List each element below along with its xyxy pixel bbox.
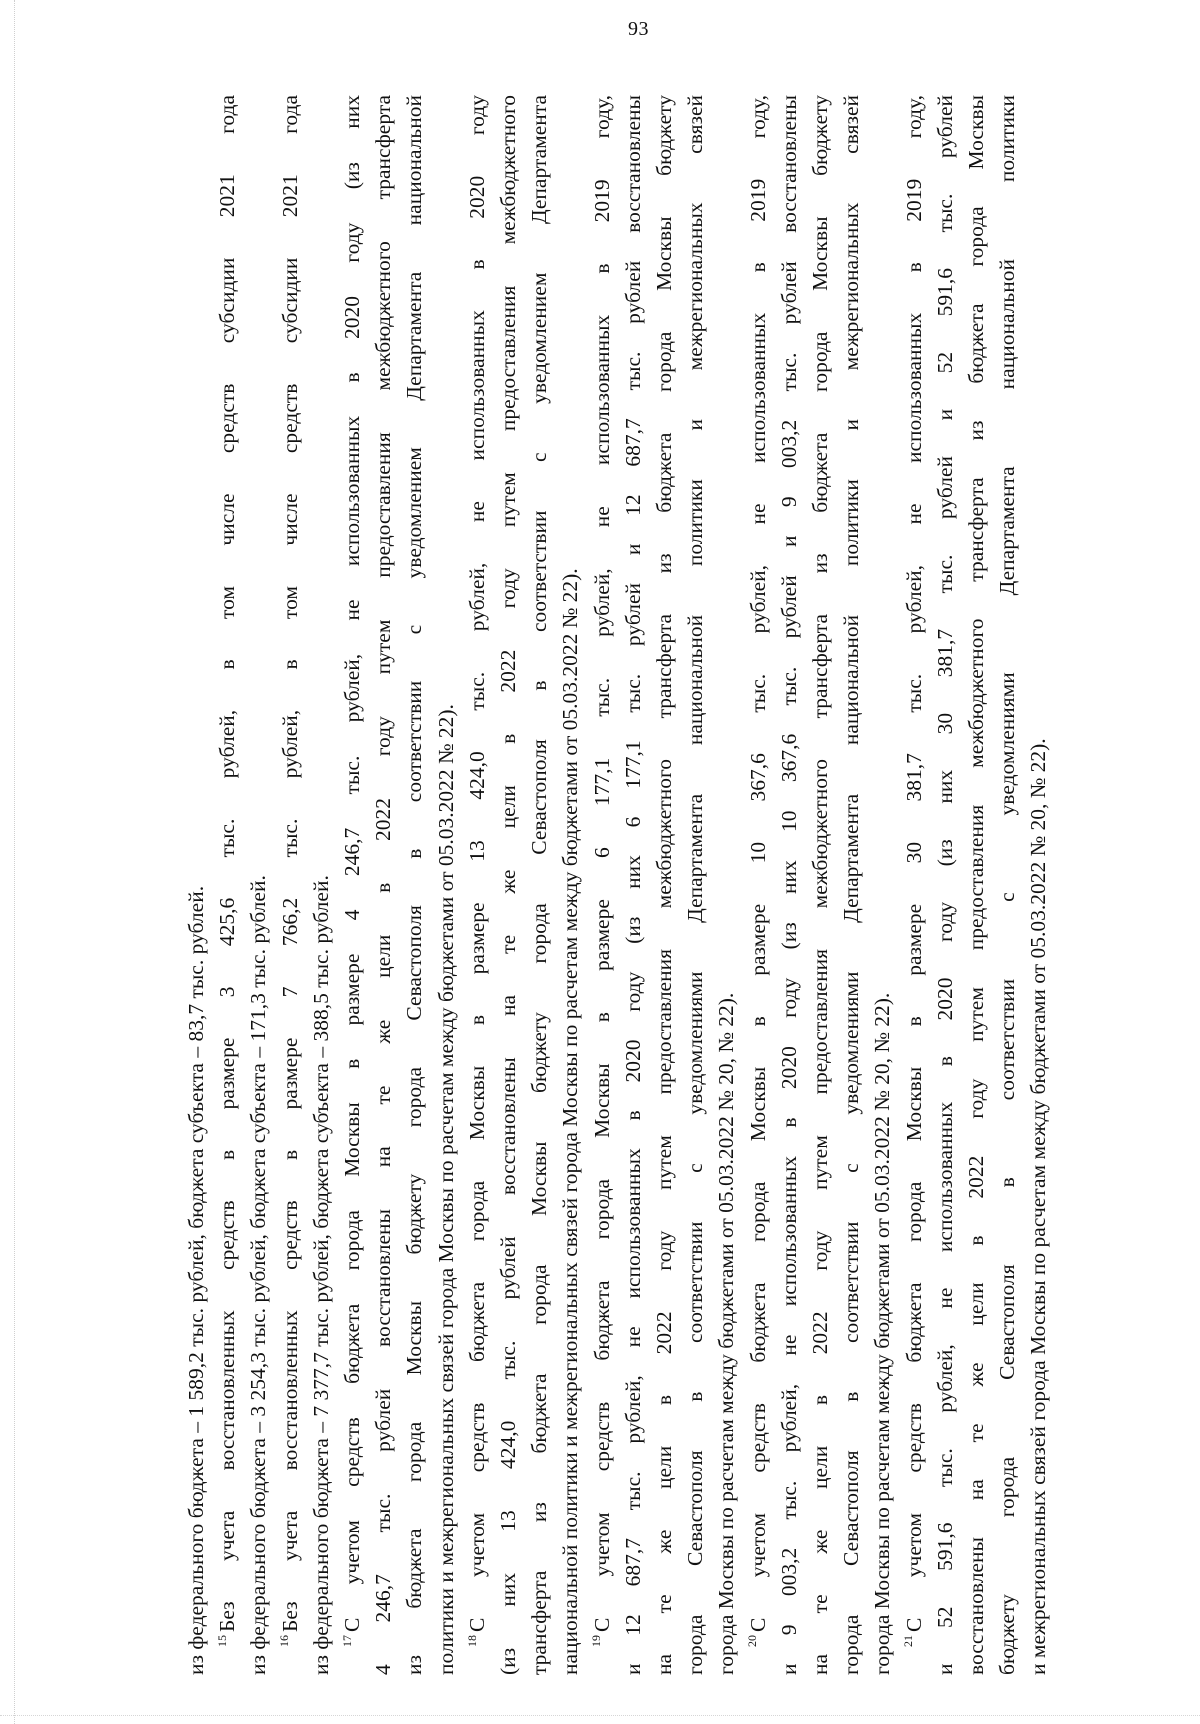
footnote-text: С учетом средств бюджета города Москвы в размере 6 177,1 тыс. рублей, не использованных в 2019 году, (589, 95, 614, 1632)
footnote-line (995, 95, 1020, 1675)
footnote-line (371, 95, 396, 1675)
footnote-text: и межрегиональных связей города Москвы по расчетам между бюджетами от 05.03.2022 № 20, № 22). (1026, 738, 1051, 1675)
footnote-text: и 52 591,6 тыс. рублей, не использованных в 2020 году (из них 30 381,7 тыс. рублей и 52 591,6 тыс. рублей (932, 95, 957, 1675)
footnote-line (309, 95, 334, 1675)
footnote-line (683, 95, 708, 1675)
footnote-line (184, 95, 209, 1675)
footnote-text: бюджету города Севастополя в соответствии с уведомлениями Департамента национальной политики (995, 95, 1020, 1675)
footnote-line (652, 95, 677, 1675)
footnote-text: из федерального бюджета – 1 589,2 тыс. рублей, бюджета субъекта – 83,7 тыс. рублей. (184, 885, 208, 1675)
footnote-start-line (902, 95, 927, 1675)
footnote-text: трансферта из бюджета города Москвы бюджету города Севастополя в соответствии с уведомлением Департамента (527, 95, 552, 1675)
footnote-text: на те же цели в 2022 году путем предоставления межбюджетного трансферта из бюджета города Москвы бюджету (652, 95, 676, 1675)
rotated-text-area (184, 95, 1094, 1675)
footnote-text: на те же цели в 2022 году путем предоставления межбюджетного трансферта из бюджета города Москвы бюджету (808, 95, 832, 1675)
scan-edge (0, 1715, 1200, 1716)
footnote-start-line (278, 95, 303, 1675)
footnote-line (1026, 95, 1051, 1675)
footnote-text: города Севастополя в соответствии с уведомлениями Департамента национальной политики и межрегиональных связей (683, 95, 708, 1675)
footnote-text: из федерального бюджета – 3 254,3 тыс. рублей, бюджета субъекта – 171,3 тыс. рублей. (246, 875, 271, 1675)
footnote-line (434, 95, 459, 1675)
footnote-marker: 16 (277, 1635, 292, 1647)
footnote-text: города Москвы по расчетам между бюджетами от 05.03.2022 № 20, № 22). (870, 992, 895, 1675)
footnote-text: города Севастополя в соответствии с уведомлениями Департамента национальной политики и межрегиональных связей (839, 95, 864, 1675)
footnote-line (839, 95, 864, 1675)
footnote-text: (из них 13 424,0 тыс. рублей восстановлены на те же цели в 2022 году путем предоставления межбюджетного (496, 95, 520, 1675)
page-number: 93 (628, 18, 649, 40)
footnotes-block (184, 95, 1094, 1675)
footnote-text: 4 246,7 тыс. рублей восстановлены на те же цели в 2022 году путем предоставления межбюджетного трансферта (371, 95, 396, 1675)
footnote-line (870, 95, 895, 1675)
footnote-line (558, 95, 583, 1675)
footnote-text: С учетом средств бюджета города Москвы в размере 10 367,6 тыс. рублей, не использованных в 2019 году, (745, 95, 770, 1632)
footnote-line (714, 95, 739, 1675)
footnote-line (808, 95, 833, 1675)
footnote-text: из бюджета города Москвы бюджету города Севастополя в соответствии с уведомлением Департамента национальной (402, 95, 427, 1675)
footnote-line (496, 95, 521, 1675)
footnote-marker: 21 (901, 1635, 916, 1647)
footnote-line (777, 95, 802, 1675)
scan-edge (0, 0, 15, 1724)
footnote-line (246, 95, 271, 1675)
footnote-line (621, 95, 646, 1675)
footnote-start-line (746, 95, 771, 1675)
footnote-line (402, 95, 427, 1675)
footnote-marker: 15 (215, 1635, 230, 1647)
footnote-text: С учетом средств бюджета города Москвы в размере 30 381,7 тыс. рублей, не использованных в 2019 году, (901, 95, 926, 1632)
footnote-text: и 9 003,2 тыс. рублей, не использованных в 2020 году (из них 10 367,6 тыс. рублей и 9 003,2 тыс. рублей восстановлены (776, 95, 801, 1675)
footnote-line (527, 95, 552, 1675)
footnote-text: восстановлены на те же цели в 2022 году путем предоставления межбюджетного трансферта из бюджета города Москвы (964, 95, 988, 1675)
footnote-text: Без учета восстановленных средств в размере 3 425,6 тыс. рублей, в том числе средств субсидии 2021 года (215, 95, 240, 1632)
footnote-line (933, 95, 958, 1675)
footnote-start-line (590, 95, 615, 1675)
footnote-marker: 20 (745, 1635, 760, 1647)
footnote-text: и 12 687,7 тыс. рублей, не использованных в 2020 году (из них 6 177,1 тыс. рублей и 12 687,7 тыс. рублей восстановлены (620, 95, 645, 1675)
footnote-text: Без учета восстановленных средств в размере 7 766,2 тыс. рублей, в том числе средств субсидии 2021 года (277, 95, 302, 1632)
footnote-marker: 18 (464, 1635, 479, 1647)
footnote-text: С учетом средств бюджета города Москвы в размере 4 246,7 тыс. рублей, не использованных в 2020 году (из них (340, 95, 364, 1632)
footnote-marker: 19 (589, 1635, 604, 1647)
footnote-start-line (215, 95, 240, 1675)
footnote-text: из федерального бюджета – 7 377,7 тыс. рублей, бюджета субъекта – 388,5 тыс. рублей. (308, 875, 333, 1675)
footnote-text: города Москвы по расчетам между бюджетами от 05.03.2022 № 20, № 22). (714, 992, 739, 1675)
footnote-text: С учетом средств бюджета города Москвы в размере 13 424,0 тыс. рублей, не использованных в 2020 году (464, 95, 489, 1632)
footnote-text: политики и межрегиональных связей города Москвы по расчетам между бюджетами от 05.03.2022 № 22). (433, 704, 458, 1675)
footnote-start-line (340, 95, 365, 1675)
footnote-text: национальной политики и межрегиональных связей города Москвы по расчетам между бюджетами от 05.03.2022 № 22). (558, 568, 583, 1675)
footnote-line (964, 95, 989, 1675)
footnote-marker: 17 (339, 1635, 354, 1647)
footnote-start-line (465, 95, 490, 1675)
